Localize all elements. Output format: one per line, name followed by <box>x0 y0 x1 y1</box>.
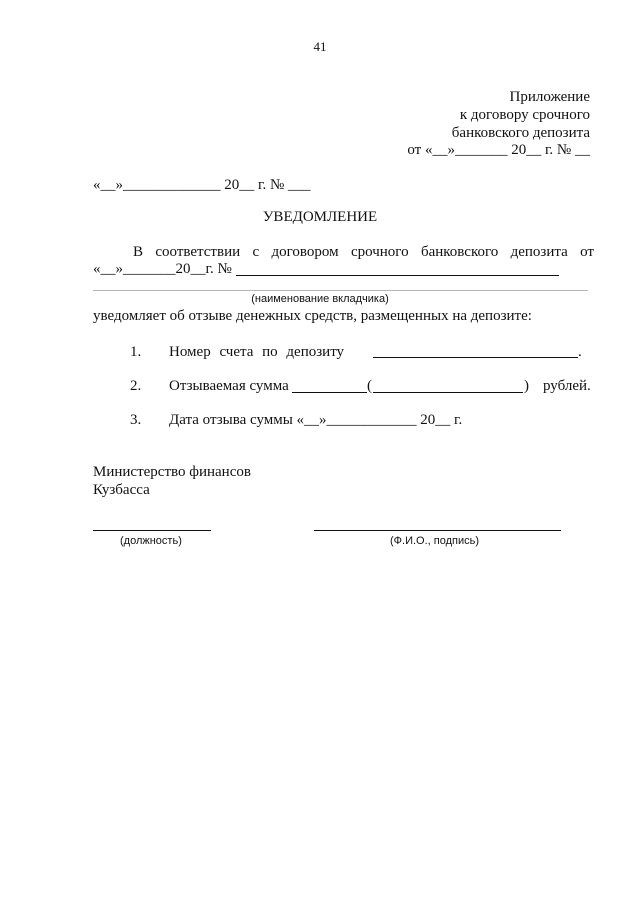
name-signature-blank <box>314 530 561 531</box>
page-number: 41 <box>313 39 327 54</box>
document-title: УВЕДОМЛЕНИЕ <box>262 209 378 225</box>
amount-digits-blank <box>292 392 367 393</box>
item-3-label: Дата отзыва суммы «__»____________ 20__ г. <box>169 412 463 428</box>
item-1-label: Номер счета по депозиту <box>169 344 345 360</box>
statement-text: уведомляет об отзыве денежных средств, размещенных на депозите: <box>93 308 532 324</box>
depositor-name-blank <box>93 290 588 291</box>
item-3-number: 3. <box>130 412 142 428</box>
account-number-blank <box>373 357 578 358</box>
position-blank <box>93 530 211 531</box>
item-2-suffix: рублей. <box>543 378 591 394</box>
org-line-1: Министерство финансов <box>93 464 251 480</box>
item-1-number: 1. <box>130 344 142 360</box>
appendix-line-2: к договору срочного <box>459 107 590 123</box>
item-2-label: Отзываемая сумма <box>169 378 289 394</box>
amount-words-blank <box>373 392 523 393</box>
appendix-line-3: банковского депозита <box>451 125 590 141</box>
item-2-open-paren: ( <box>367 378 372 394</box>
intro-line-2: «__»_______20__г. № <box>93 261 232 277</box>
intro-text: В соответствии с договором срочного банковского депозита от <box>133 244 594 260</box>
appendix-line-4: от «__»_______ 20__ г. № __ <box>407 142 590 158</box>
item-1-end: . <box>578 344 582 360</box>
name-signature-caption: (Ф.И.О., подпись) <box>390 535 480 547</box>
intro-line-1 <box>133 243 594 261</box>
position-caption: (должность) <box>120 535 182 547</box>
contract-number-blank <box>236 275 559 276</box>
date-number-line: «__»_____________ 20__ г. № ___ <box>93 177 311 193</box>
item-2-close-paren: ) <box>524 378 529 394</box>
appendix-line-1: Приложение <box>509 89 590 105</box>
item-2-number: 2. <box>130 378 142 394</box>
org-line-2: Кузбасса <box>93 482 150 498</box>
depositor-caption: (наименование вкладчика) <box>251 293 389 305</box>
